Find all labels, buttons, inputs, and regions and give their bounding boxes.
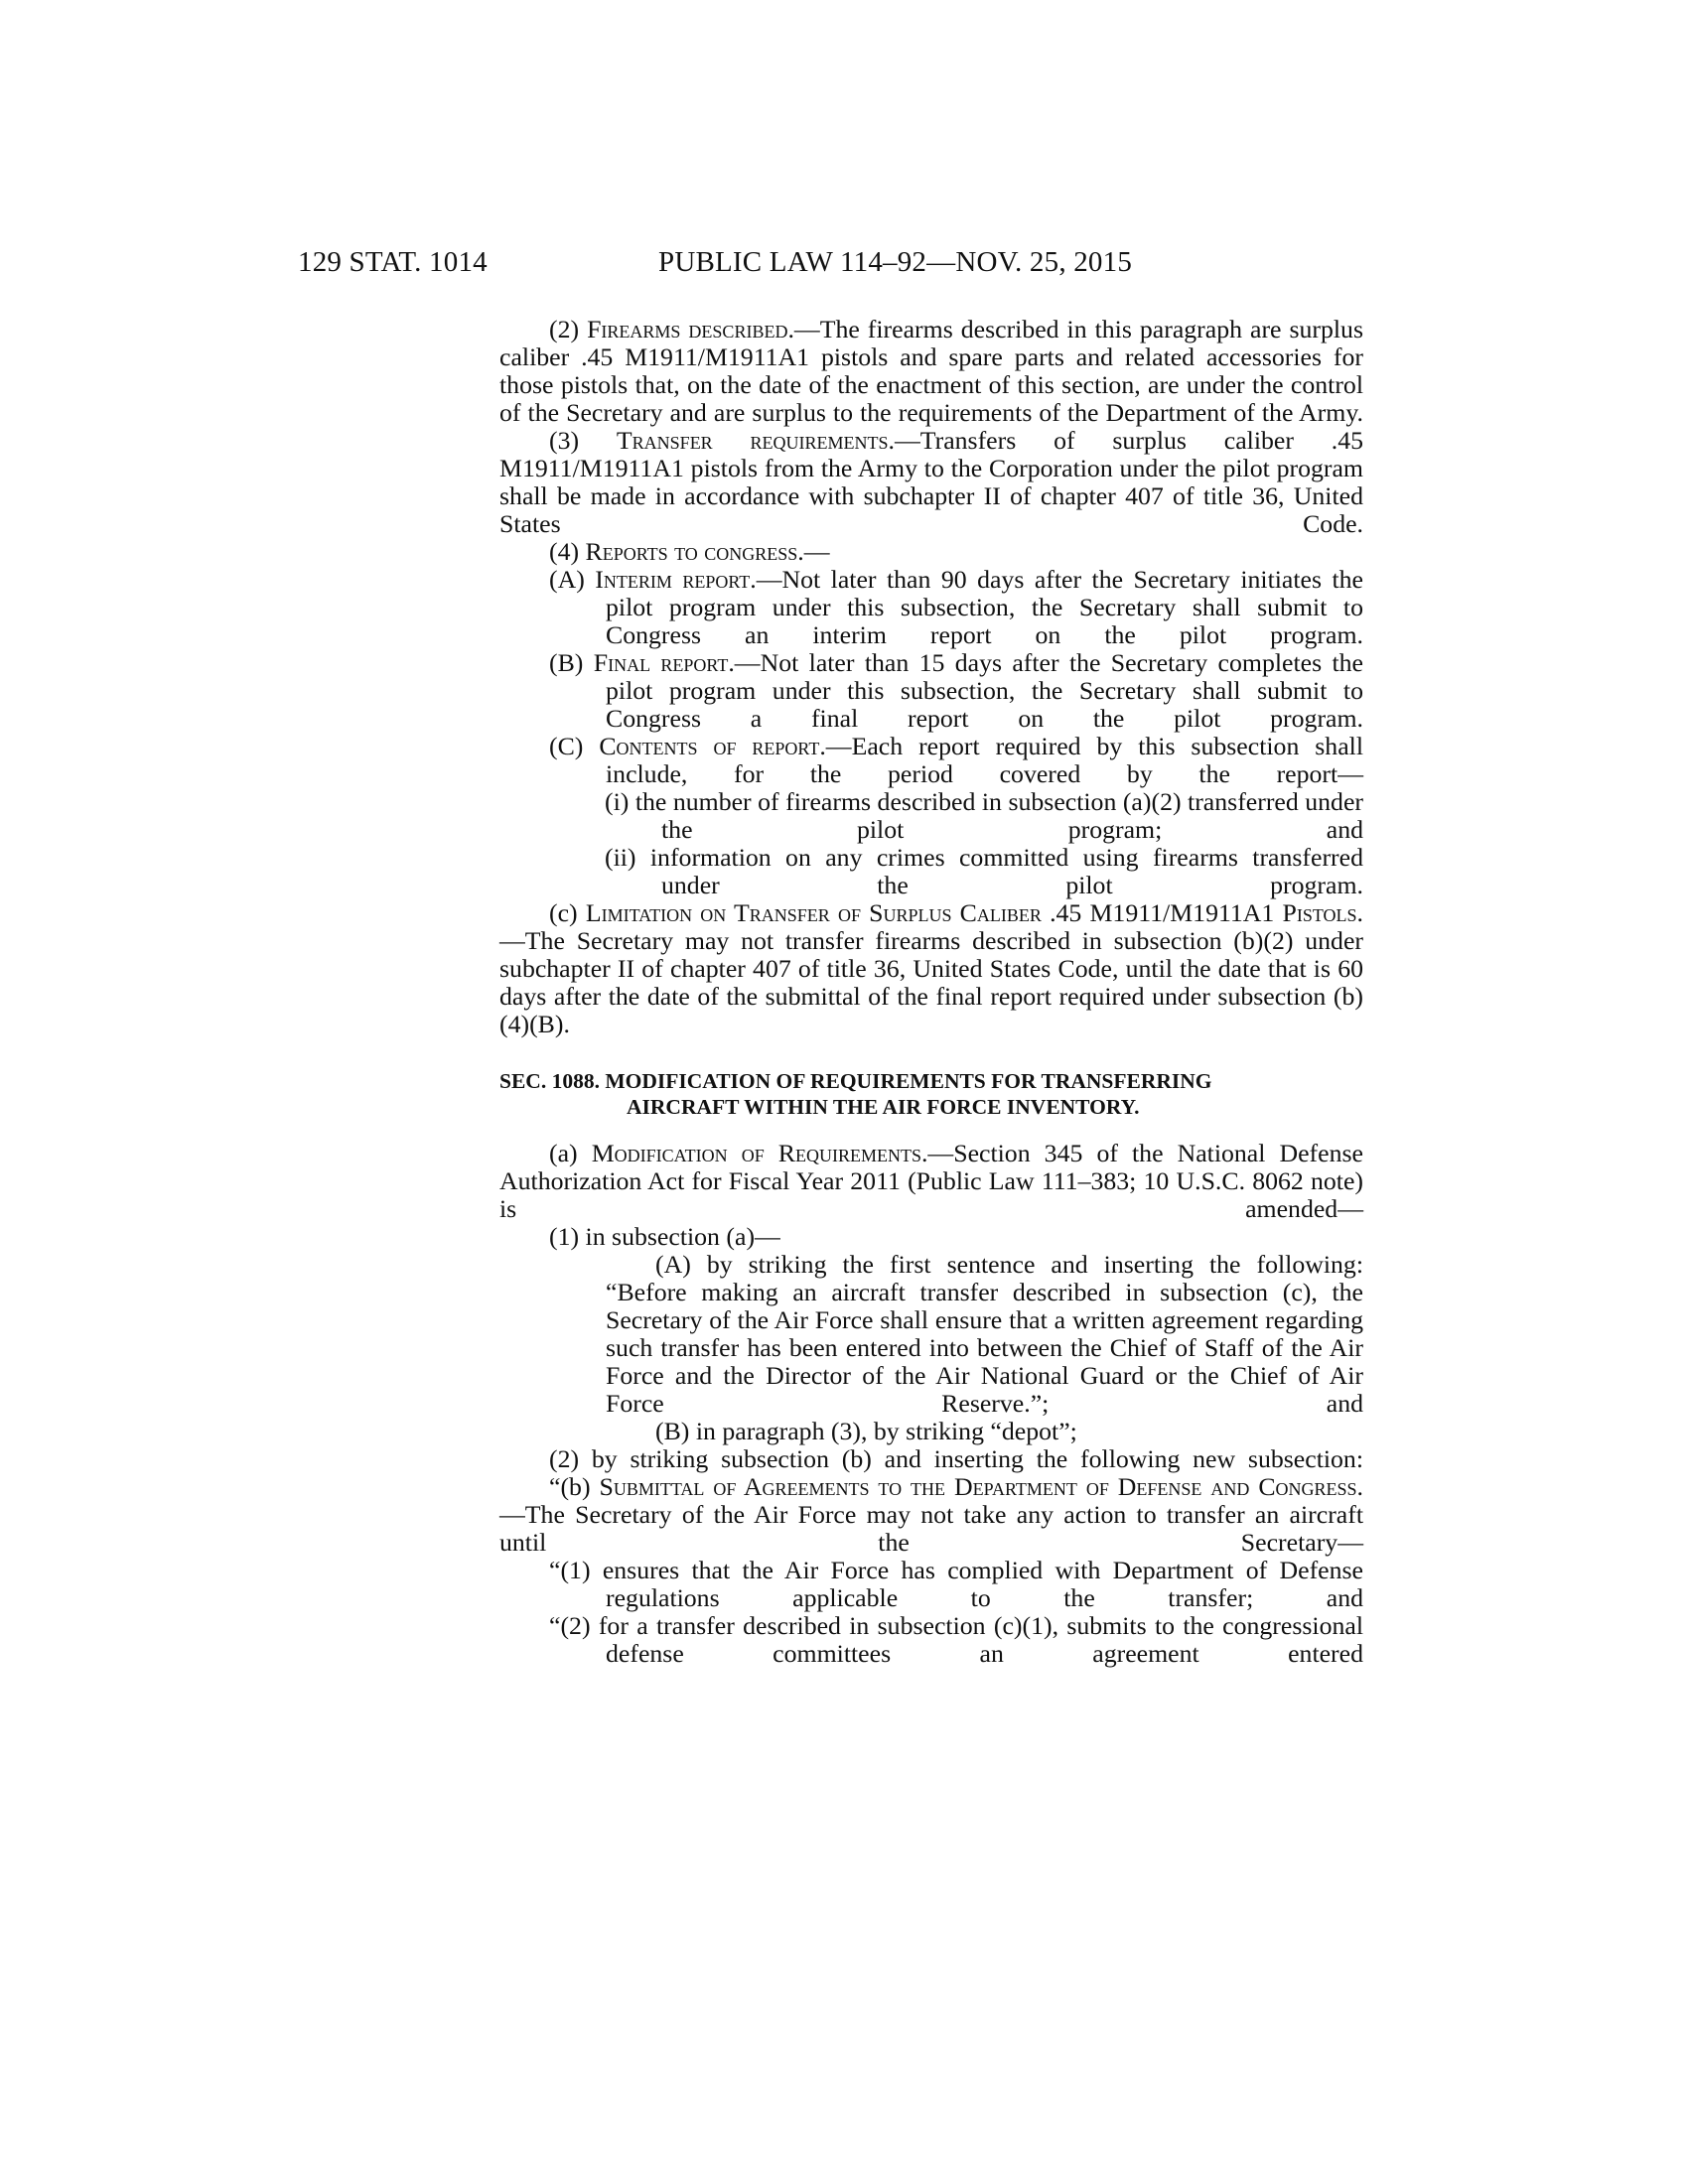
subparagraph-b4a [499, 566, 1363, 649]
paragraph-number: (B) [549, 648, 594, 677]
subparagraph-B: (B) in paragraph (3), by striking “depot”; [655, 1417, 1077, 1445]
paragraph-heading: Contents of report [599, 732, 820, 760]
document-body [499, 316, 1363, 1668]
paragraph-1: (1) in subsection (a)— [549, 1222, 780, 1251]
paragraph-heading: Submittal of Agreements to the Department of Defense and Congress [599, 1472, 1357, 1501]
paragraph-text: .—The firearms described in this paragraph are surplus caliber .45 M1911/M1911A1 pistols and spare parts and related accessories for those pistols that, on the date of the enactment of this section, are under the control of the Secretary and are surplus to the requirements of the Department of the Army. [499, 315, 1363, 427]
paragraph-number: (2) [549, 315, 588, 343]
section-heading-line-1: SEC. 1088. MODIFICATION OF REQUIREMENTS FOR TRANSFERRING [499, 1069, 1212, 1093]
section-heading [499, 1068, 1363, 1120]
paragraph-heading: Transfer requirements [616, 426, 889, 455]
paragraph-text: .—The Secretary of the Air Force may not take any action to transfer an aircraft until the Secretary— [499, 1472, 1363, 1557]
paragraph-heading: Reports to congress [585, 537, 798, 566]
subparagraph-b4b [499, 649, 1363, 733]
quoted-subsection-b [499, 1473, 1363, 1557]
paragraph-heading: Limitation on Transfer of Surplus Caliber .45 M1911/M1911A1 Pistols [585, 898, 1357, 927]
paragraph-text: .—Not later than 15 days after the Secretary completes the pilot program under this subsection, the Secretary shall submit to Congress a final report on the pilot program. [606, 648, 1363, 733]
paragraph-number: (A) [549, 565, 596, 594]
page-stat-citation: 129 STAT. 1014 [298, 246, 488, 278]
paragraph-text: .—The Secretary may not transfer firearms described in subsection (b)(2) under subchapter II of chapter 407 of title 36, United States Code, until the date that is 60 days after the date of the submittal of the final report required under subsection (b)(4)(B). [499, 898, 1363, 1038]
subsection-a [499, 1140, 1363, 1223]
subparagraph-b4c [499, 733, 1363, 788]
paragraph-number: “(b) [549, 1472, 600, 1501]
paragraph-2: (2) by striking subsection (b) and inserting the following new subsection: [549, 1444, 1363, 1473]
paragraph-number: (c) [549, 898, 586, 927]
paragraph-text: .—Transfers of surplus caliber .45 M1911/M1911A1 pistols from the Army to the Corporation under the pilot program shall be made in accordance with subchapter II of chapter 407 of title 36, United States Code. [499, 426, 1363, 538]
paragraph-b4 [499, 538, 1363, 566]
paragraph-number: (C) [549, 732, 600, 760]
paragraph-text: .—Each report required by this subsection shall include, for the period covered by the report— [606, 732, 1363, 788]
section-heading-line-2: AIRCRAFT WITHIN THE AIR FORCE INVENTORY. [627, 1095, 1140, 1119]
quoted-paragraph-2: “(2) for a transfer described in subsection (c)(1), submits to the congressional defense committees an agreement entered [549, 1611, 1363, 1668]
subsection-c [499, 899, 1363, 1038]
quoted-paragraph-1: “(1) ensures that the Air Force has complied with Department of Defense regulations applicable to the transfer; and [549, 1556, 1363, 1612]
paragraph-b2 [499, 316, 1363, 427]
clause-ii: (ii) information on any crimes committed using firearms transferred under the pilot program. [605, 843, 1363, 899]
paragraph-number: (3) [549, 426, 617, 455]
paragraph-heading: Final report [593, 648, 729, 677]
paragraph-text: .—Not later than 90 days after the Secretary initiates the pilot program under this subsection, the Secretary shall submit to Congress an interim report on the pilot program. [606, 565, 1364, 649]
paragraph-text: .— [797, 537, 830, 566]
running-header: PUBLIC LAW 114–92—NOV. 25, 2015 [658, 246, 1133, 278]
paragraph-text: .—Section 345 of the National Defense Authorization Act for Fiscal Year 2011 (Public Law 111–383; 10 U.S.C. 8062 note) is amended— [499, 1139, 1363, 1223]
paragraph-number: (4) [549, 537, 586, 566]
paragraph-b3 [499, 427, 1363, 538]
paragraph-heading: Firearms described [587, 315, 788, 343]
clause-i: (i) the number of firearms described in subsection (a)(2) transferred under the pilot program; and [605, 787, 1363, 844]
paragraph-heading: Modification of Requirements [591, 1139, 921, 1167]
subparagraph-A: (A) by striking the first sentence and inserting the following: “Before making an aircraft transfer described in subsection (c), the Secretary of the Air Force shall ensure that a written agreement regarding such transfer has been entered into between the Chief of Staff of the Air Force and the Director of the Air National Guard or the Chief of Air Force Reserve.”; and [606, 1250, 1363, 1418]
paragraph-heading: Interim report [595, 565, 751, 594]
paragraph-number: (a) [549, 1139, 592, 1167]
